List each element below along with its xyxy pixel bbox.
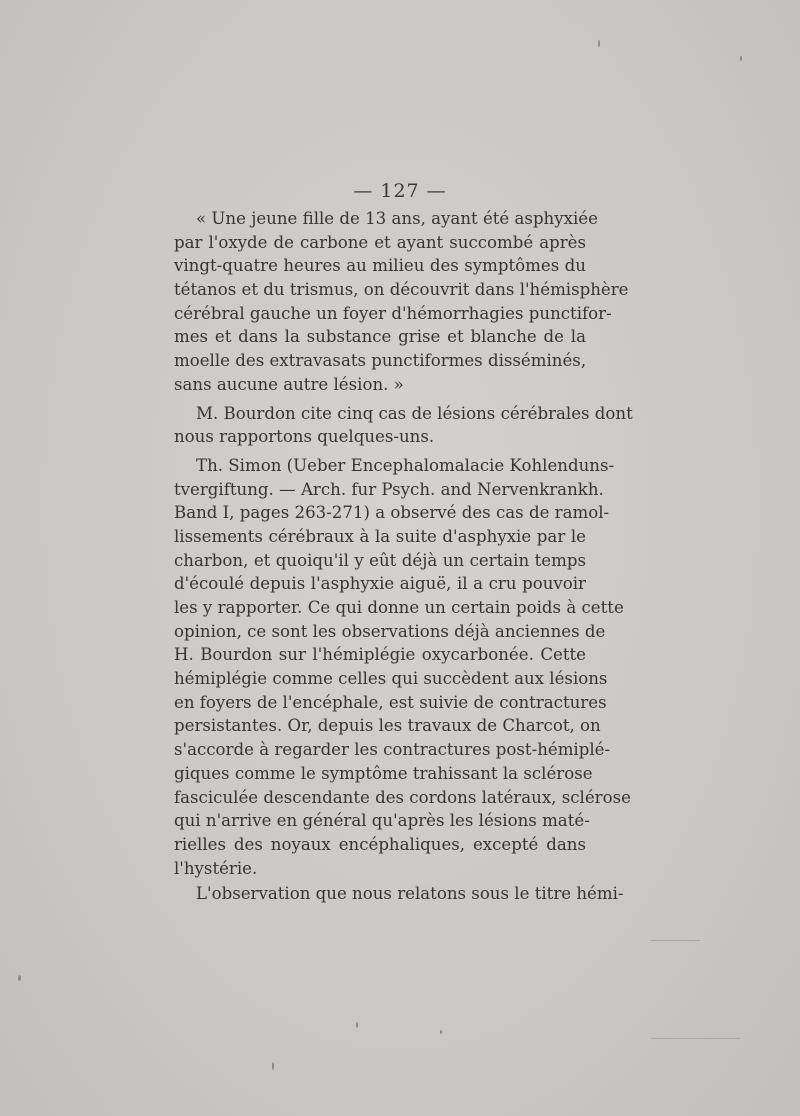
text-line: vingt-quatre heures au milieu des symptômes du	[174, 256, 586, 276]
text-line: lissements cérébraux à la suite d'asphyxie par le	[174, 526, 586, 546]
text-line: H. Bourdon sur l'hémiplégie oxycarbonée. Cette	[174, 645, 586, 665]
paper-speck	[18, 975, 21, 981]
text-line: nous rapportons quelques-uns.	[174, 427, 435, 447]
text-line: fasciculée descendante des cordons latéraux, sclérose	[174, 787, 631, 807]
paper-speck	[598, 40, 600, 47]
paper-speck	[740, 56, 742, 61]
text-line: « Une jeune fille de 13 ans, ayant été asphyxiée	[196, 209, 598, 228]
paper-speck	[650, 940, 700, 941]
text-line: M. Bourdon cite cinq cas de lésions cérébrales dont	[196, 403, 633, 423]
text-line: cérébral gauche un foyer d'hémorrhagies punctifor-	[174, 303, 612, 323]
paper-speck	[356, 1022, 358, 1028]
text-line: charbon, et quoiqu'il y eût déjà un certain temps	[174, 550, 586, 570]
text-line: sans aucune autre lésion. »	[174, 374, 404, 394]
paper-speck	[440, 1030, 442, 1034]
text-line: tvergiftung. — Arch. fur Psych. and Nervenkrankh.	[174, 479, 604, 499]
text-line: mes et dans la substance grise et blanche de la	[174, 327, 586, 347]
text-line: les y rapporter. Ce qui donne un certain poids à cette	[174, 598, 624, 617]
text-line: en foyers de l'encéphale, est suivie de contractures	[174, 692, 607, 712]
text-line: hémiplégie comme celles qui succèdent aux lésions	[174, 669, 608, 689]
paragraph	[174, 207, 629, 397]
paragraph	[174, 454, 631, 880]
paper-speck	[272, 1062, 274, 1070]
text-line: s'accorde à regarder les contractures post-hémiplé-	[174, 740, 611, 760]
text-line: d'écoulé depuis l'asphyxie aiguë, il a cru pouvoir	[174, 574, 586, 594]
text-line: tétanos et du trismus, on découvrit dans l'hémisphère	[174, 280, 629, 300]
text-line: persistantes. Or, depuis les travaux de Charcot, on	[174, 716, 601, 736]
paragraph	[174, 882, 624, 906]
text-line: Band I, pages 263-271) a observé des cas de ramol-	[174, 503, 610, 523]
text-line: l'hystérie.	[174, 858, 258, 878]
text-line: moelle des extravasats punctiformes disséminés,	[174, 351, 587, 371]
text-line: rielles des noyaux encéphaliques, excepté dans	[174, 834, 586, 854]
text-line: giques comme le symptôme trahissant la sclérose	[174, 763, 593, 783]
page-number: — 127 —	[353, 180, 447, 202]
paragraph	[174, 402, 633, 449]
body-text	[174, 207, 633, 906]
text-line: L'observation que nous relatons sous le titre hémi-	[196, 884, 624, 904]
text-line: opinion, ce sont les observations déjà anciennes de	[174, 621, 606, 641]
paper-speck	[650, 1038, 740, 1039]
text-line: Th. Simon (Ueber Encephalomalacie Kohlenduns-	[196, 455, 615, 475]
text-line: par l'oxyde de carbone et ayant succombé après	[174, 232, 586, 252]
text-line: qui n'arrive en général qu'après les lésions maté-	[174, 811, 590, 831]
